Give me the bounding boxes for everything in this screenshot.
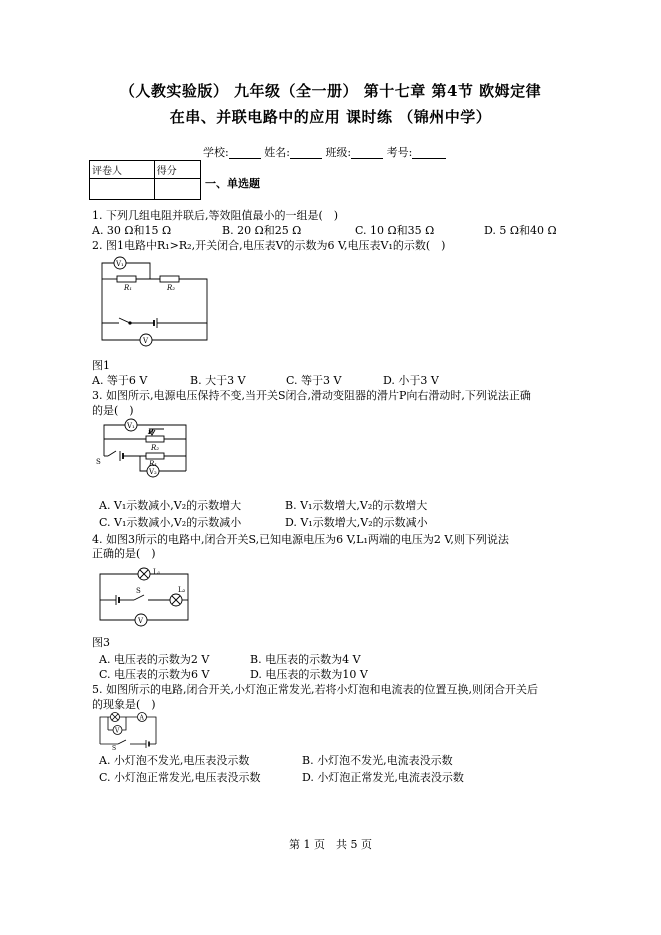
name-label: 姓名:: [264, 146, 290, 159]
q3-stem-line1: 3. 如图所示,电源电压保持不变,当开关S闭合,滑动变阻器的滑片P向右滑动时,下列说法正确: [92, 389, 531, 402]
fig4-s-label: S: [112, 745, 117, 750]
section-title: 一、单选题: [205, 177, 260, 190]
info-line: [203, 146, 446, 159]
grader-label: 评卷人: [90, 161, 155, 179]
q3-option-b[interactable]: B. V₁示数增大,V₂的示数增大: [285, 499, 428, 512]
class-label: 班级:: [325, 146, 352, 159]
q4-option-a[interactable]: A. 电压表的示数为2 V: [99, 653, 210, 666]
figure3-circuit: [94, 562, 202, 634]
q2-option-d[interactable]: D. 小于3 V: [383, 374, 439, 387]
exam-no-label: 考号:: [386, 146, 413, 159]
q1-option-b[interactable]: B. 20 Ω和25 Ω: [222, 224, 302, 237]
fig4-v-label: V: [115, 727, 120, 735]
fig2-r1-label: R₁: [149, 460, 158, 468]
q5-option-a[interactable]: A. 小灯泡不发光,电压表没示数: [99, 754, 250, 767]
score-label: 得分: [154, 161, 200, 179]
figure2-circuit: [94, 416, 194, 494]
figure1-circuit: [92, 252, 217, 356]
fig1-v-label: V: [143, 337, 149, 345]
name-blank[interactable]: [290, 148, 322, 159]
q2-figure-caption: 图1: [92, 359, 110, 372]
score-cell[interactable]: [154, 179, 200, 200]
fig2-s-label: S: [96, 458, 101, 466]
q3-option-a[interactable]: A. V₁示数减小,V₂的示数增大: [99, 499, 242, 512]
fig3-l2-label: L₂: [178, 586, 186, 594]
figure4-circuit: [96, 710, 164, 750]
page-footer: 第 1 页 共 5 页: [289, 838, 372, 851]
score-box: [89, 160, 201, 200]
fig3-v-label: V: [138, 617, 144, 625]
q1-option-c[interactable]: C. 10 Ω和35 Ω: [355, 224, 435, 237]
class-blank[interactable]: [351, 148, 383, 159]
school-label: 学校:: [203, 146, 229, 159]
q1-stem: 1. 下列几组电阻并联后,等效阻值最小的一组是( ): [92, 209, 339, 222]
q5-option-d[interactable]: D. 小灯泡正常发光,电流表没示数: [302, 771, 464, 784]
q3-stem-line2: 的是( ): [92, 404, 134, 417]
q5-option-b[interactable]: B. 小灯泡不发光,电流表没示数: [302, 754, 453, 767]
fig2-r2-label: R₂: [151, 444, 160, 452]
q1-option-a[interactable]: A. 30 Ω和15 Ω: [92, 224, 172, 237]
q3-option-d[interactable]: D. V₁示数增大,V₂的示数减小: [285, 516, 428, 529]
page-title-line1: （人教实验版） 九年级（全一册） 第十七章 第4节 欧姆定律: [119, 82, 542, 100]
q5-stem-line2: 的现象是( ): [92, 698, 156, 711]
q4-stem-line2: 正确的是( ): [92, 547, 156, 560]
q4-option-b[interactable]: B. 电压表的示数为4 V: [250, 653, 361, 666]
fig1-v1-label: V₁: [116, 260, 124, 268]
q1-option-d[interactable]: D. 5 Ω和40 Ω: [484, 224, 557, 237]
q4-option-d[interactable]: D. 电压表的示数为10 V: [250, 668, 368, 681]
school-blank[interactable]: [229, 148, 261, 159]
fig4-a-label: A: [139, 714, 144, 722]
q2-option-b[interactable]: B. 大于3 V: [190, 374, 246, 387]
q4-figure-caption: 图3: [92, 636, 110, 649]
q4-option-c[interactable]: C. 电压表的示数为6 V: [99, 668, 210, 681]
exam-no-blank[interactable]: [412, 148, 446, 159]
fig3-l1-label: L₁: [153, 568, 161, 576]
fig1-r1-label: R₁: [124, 284, 133, 292]
fig2-v2-label: V₂: [149, 468, 157, 476]
q2-option-a[interactable]: A. 等于6 V: [92, 374, 148, 387]
q2-stem: 2. 图1电路中R₁>R₂,开关闭合,电压表V的示数为6 V,电压表V₁的示数( ): [92, 239, 446, 252]
fig2-p-label: P: [148, 427, 154, 436]
fig3-s-label: S: [136, 587, 141, 595]
q5-option-c[interactable]: C. 小灯泡正常发光,电压表没示数: [99, 771, 261, 784]
fig2-v1-label: V₁: [127, 422, 135, 430]
q5-stem-line1: 5. 如图所示的电路,闭合开关,小灯泡正常发光,若将小灯泡和电流表的位置互换,则闭合开关后: [92, 683, 538, 696]
grader-cell[interactable]: [90, 179, 155, 200]
page-title-line2: 在串、并联电路中的应用 课时练 （锦州中学）: [169, 108, 492, 126]
q4-stem-line1: 4. 如图3所示的电路中,闭合开关S,已知电源电压为6 V,L₁两端的电压为2 V,则下列说法: [92, 533, 509, 546]
q2-option-c[interactable]: C. 等于3 V: [286, 374, 342, 387]
fig1-r2-label: R₂: [167, 284, 176, 292]
q3-option-c[interactable]: C. V₁示数减小,V₂的示数减小: [99, 516, 242, 529]
